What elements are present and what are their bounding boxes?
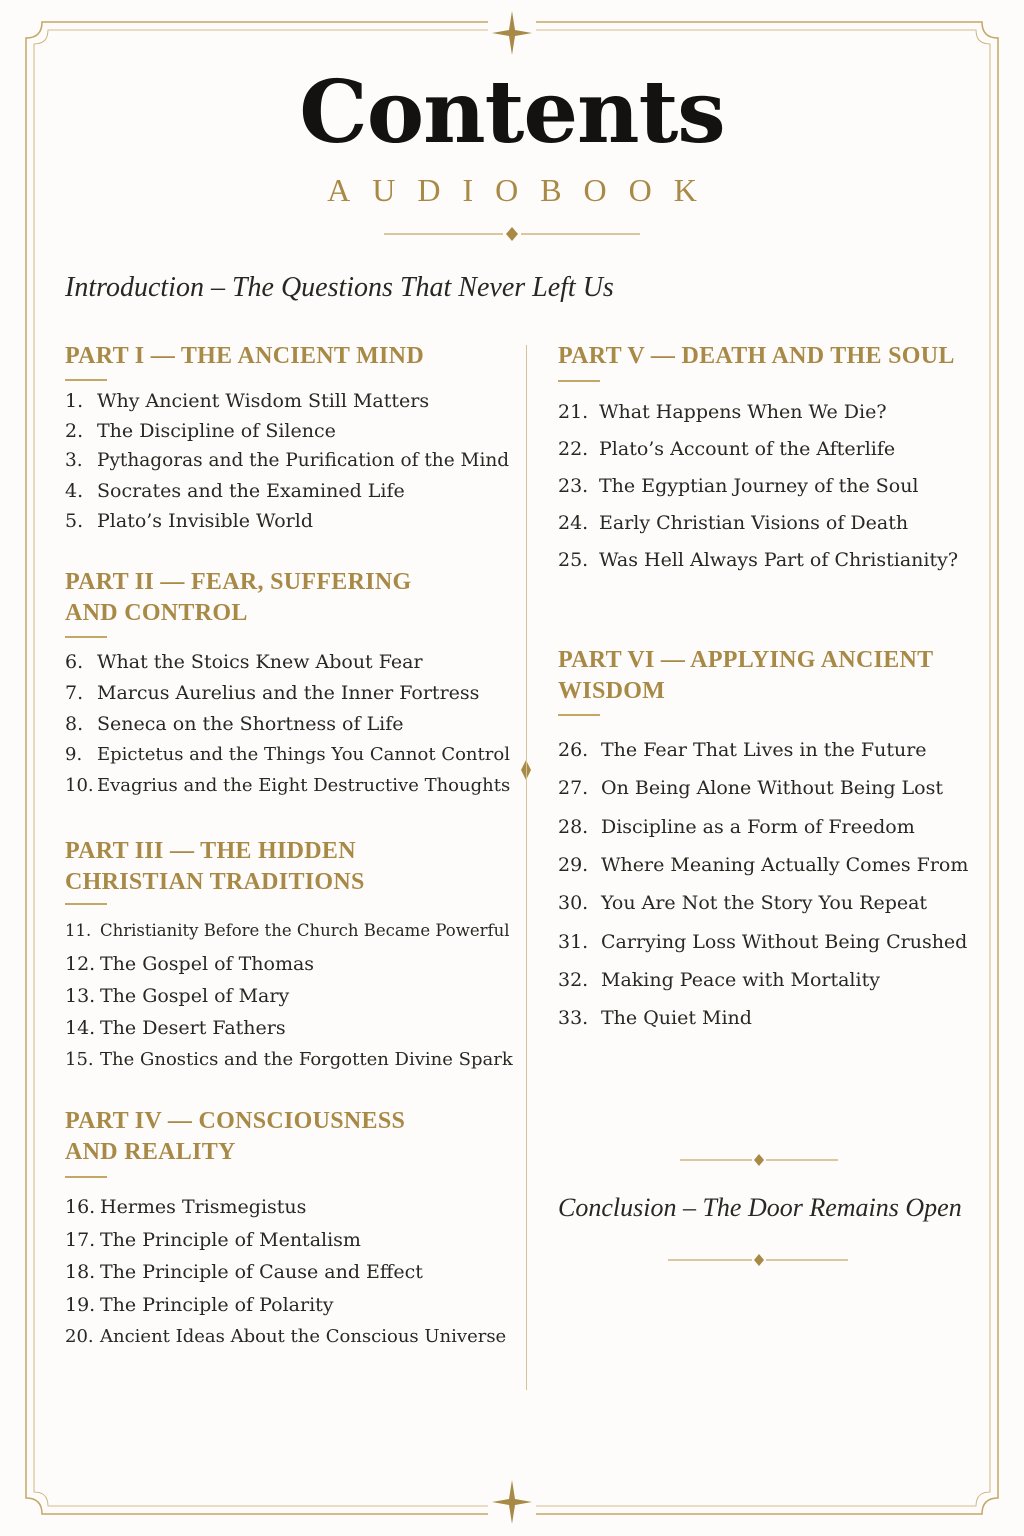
chapter-title: Marcus Aurelius and the Inner Fortress — [97, 682, 480, 704]
chapter-item[interactable] — [558, 1007, 752, 1029]
chapter-item[interactable] — [65, 921, 509, 940]
chapter-item[interactable] — [65, 682, 479, 704]
chapter-item[interactable] — [65, 1049, 513, 1070]
chapter-item[interactable] — [558, 777, 943, 799]
chapter-title: Was Hell Always Part of Christianity? — [599, 549, 959, 571]
chapter-title: The Principle of Cause and Effect — [100, 1261, 423, 1283]
chapter-number: 33. — [558, 1007, 589, 1030]
chapter-title: You Are Not the Story You Repeat — [601, 892, 928, 915]
chapter-number: 16. — [65, 1196, 96, 1218]
chapter-title: Plato’s Account of the Afterlife — [599, 438, 896, 460]
chapter-number: 6. — [65, 651, 84, 673]
part-heading-line: PART VI — APPLYING ANCIENT — [558, 647, 934, 673]
chapter-number: 29. — [558, 853, 589, 876]
chapter-number: 22. — [558, 438, 589, 460]
chapter-item[interactable] — [558, 969, 880, 991]
chapter-title: What Happens When We Die? — [599, 401, 887, 423]
part-rule — [65, 379, 107, 381]
chapter-number: 30. — [558, 892, 589, 915]
chapter-title: Epictetus and the Things You Cannot Control — [97, 744, 510, 765]
chapter-number: 24. — [558, 512, 589, 534]
chapter-number: 11. — [65, 921, 92, 940]
chapter-item[interactable] — [65, 390, 429, 412]
chapter-item[interactable] — [65, 744, 510, 765]
chapter-item[interactable] — [65, 985, 289, 1007]
chapter-item[interactable] — [65, 953, 314, 975]
chapter-title: Making Peace with Mortality — [601, 968, 880, 991]
star-icon — [492, 11, 532, 55]
part-heading-line: AND REALITY — [65, 1139, 236, 1165]
chapter-title: The Desert Fathers — [100, 1017, 286, 1039]
chapter-title: The Egyptian Journey of the Soul — [599, 475, 919, 497]
introduction-entry[interactable]: Introduction – The Questions That Never Left Us — [65, 272, 614, 303]
part-heading — [65, 836, 365, 898]
chapter-title: Pythagoras and the Purification of the Mind — [97, 450, 510, 471]
chapter-item[interactable] — [558, 892, 927, 914]
chapter-item[interactable] — [558, 438, 895, 460]
chapter-number: 5. — [65, 510, 84, 532]
chapter-item[interactable] — [558, 854, 968, 876]
chapter-item[interactable] — [558, 739, 927, 761]
chapter-title: Ancient Ideas About the Conscious Universe — [100, 1326, 507, 1347]
part-heading-line: WISDOM — [558, 678, 666, 704]
chapter-title: The Gospel of Thomas — [100, 953, 315, 975]
chapter-number: 15. — [65, 1049, 94, 1070]
star-icon — [492, 1480, 532, 1524]
chapter-number: 27. — [558, 777, 589, 800]
chapter-title: Where Meaning Actually Comes From — [601, 853, 969, 876]
column-divider — [526, 345, 527, 1390]
chapter-item[interactable] — [65, 420, 336, 442]
page-subtitle: AUDIOBOOK — [327, 172, 719, 208]
chapter-number: 32. — [558, 968, 589, 991]
chapter-title: The Principle of Polarity — [100, 1293, 334, 1316]
chapter-number: 7. — [65, 682, 84, 704]
chapter-number: 19. — [65, 1293, 96, 1316]
chapter-item[interactable] — [65, 1261, 423, 1283]
part-heading: PART I — THE ANCIENT MIND — [65, 343, 424, 369]
chapter-number: 3. — [65, 450, 83, 471]
part-rule — [65, 636, 107, 638]
chapter-number: 1. — [65, 390, 84, 412]
chapter-item[interactable] — [65, 510, 313, 532]
chapter-title: On Being Alone Without Being Lost — [601, 777, 943, 800]
chapter-number: 21. — [558, 401, 589, 423]
part-heading-line: PART IV — CONSCIOUSNESS — [65, 1108, 406, 1134]
chapter-title: The Gnostics and the Forgotten Divine Spark — [100, 1049, 513, 1070]
part-heading — [65, 1106, 405, 1168]
part-heading-line: PART II — FEAR, SUFFERING — [65, 569, 412, 595]
chapter-item[interactable] — [65, 1196, 306, 1218]
chapter-title: The Quiet Mind — [601, 1007, 752, 1030]
chapter-item[interactable] — [65, 450, 509, 471]
chapter-item[interactable] — [558, 475, 919, 497]
chapter-number: 20. — [65, 1326, 94, 1347]
chapter-title: Why Ancient Wisdom Still Matters — [97, 390, 430, 412]
part-heading-line: CHRISTIAN TRADITIONS — [65, 869, 365, 895]
part-heading — [558, 645, 933, 707]
chapter-number: 13. — [65, 985, 96, 1007]
chapter-title: Plato’s Invisible World — [97, 510, 313, 532]
chapter-item[interactable] — [558, 512, 908, 534]
chapter-number: 26. — [558, 739, 589, 761]
chapter-number: 8. — [65, 713, 84, 735]
chapter-title: What the Stoics Knew About Fear — [97, 651, 423, 673]
part-heading-line: AND CONTROL — [65, 600, 248, 626]
page-title: Contents — [299, 62, 725, 163]
part-heading — [65, 567, 411, 629]
chapter-title: The Gospel of Mary — [100, 985, 290, 1007]
chapter-item[interactable] — [65, 1017, 286, 1039]
chapter-item[interactable] — [558, 816, 915, 838]
chapter-item[interactable] — [65, 775, 510, 796]
conclusion-entry[interactable]: Conclusion – The Door Remains Open — [558, 1193, 962, 1222]
chapter-title: Seneca on the Shortness of Life — [97, 713, 404, 735]
part-rule — [65, 903, 107, 905]
chapter-item[interactable] — [65, 651, 423, 673]
chapter-number: 25. — [558, 549, 589, 571]
chapter-number: 18. — [65, 1261, 96, 1283]
chapter-item[interactable] — [65, 1294, 334, 1316]
chapter-number: 17. — [65, 1228, 96, 1251]
chapter-number: 10. — [65, 775, 94, 796]
chapter-number: 14. — [65, 1017, 96, 1039]
part-rule — [558, 714, 600, 716]
chapter-number: 12. — [65, 953, 96, 975]
chapter-title: Early Christian Visions of Death — [599, 512, 909, 534]
conclusion-ornament-top — [680, 1154, 838, 1166]
chapter-item[interactable] — [558, 401, 887, 423]
chapter-item[interactable] — [65, 1326, 506, 1347]
chapter-item[interactable] — [65, 1229, 361, 1251]
chapter-title: The Discipline of Silence — [97, 420, 336, 442]
chapter-title: The Fear That Lives in the Future — [601, 739, 927, 761]
chapter-item[interactable] — [65, 480, 405, 502]
chapter-number: 4. — [65, 480, 84, 502]
chapter-number: 9. — [65, 744, 83, 765]
chapter-item[interactable] — [558, 931, 967, 953]
chapter-number: 23. — [558, 475, 589, 497]
chapter-item[interactable] — [558, 549, 958, 571]
chapter-title: The Principle of Mentalism — [100, 1228, 361, 1251]
chapter-title: Discipline as a Form of Freedom — [601, 815, 915, 838]
part-rule — [558, 380, 600, 382]
part-rule — [65, 1176, 107, 1178]
conclusion-ornament-bottom — [668, 1254, 848, 1266]
chapter-title: Christianity Before the Church Became Powerful — [100, 921, 510, 940]
chapter-title: Socrates and the Examined Life — [97, 480, 405, 502]
chapter-title: Hermes Trismegistus — [100, 1196, 307, 1218]
chapter-number: 28. — [558, 815, 589, 838]
chapter-number: 2. — [65, 420, 84, 442]
chapter-title: Carrying Loss Without Being Crushed — [601, 930, 968, 953]
chapter-number: 31. — [558, 930, 589, 953]
part-heading: PART V — DEATH AND THE SOUL — [558, 343, 955, 369]
chapter-item[interactable] — [65, 713, 404, 735]
title-ornament — [384, 227, 640, 241]
chapter-title: Evagrius and the Eight Destructive Thoughts — [97, 775, 511, 796]
part-heading-line: PART III — THE HIDDEN — [65, 838, 356, 864]
